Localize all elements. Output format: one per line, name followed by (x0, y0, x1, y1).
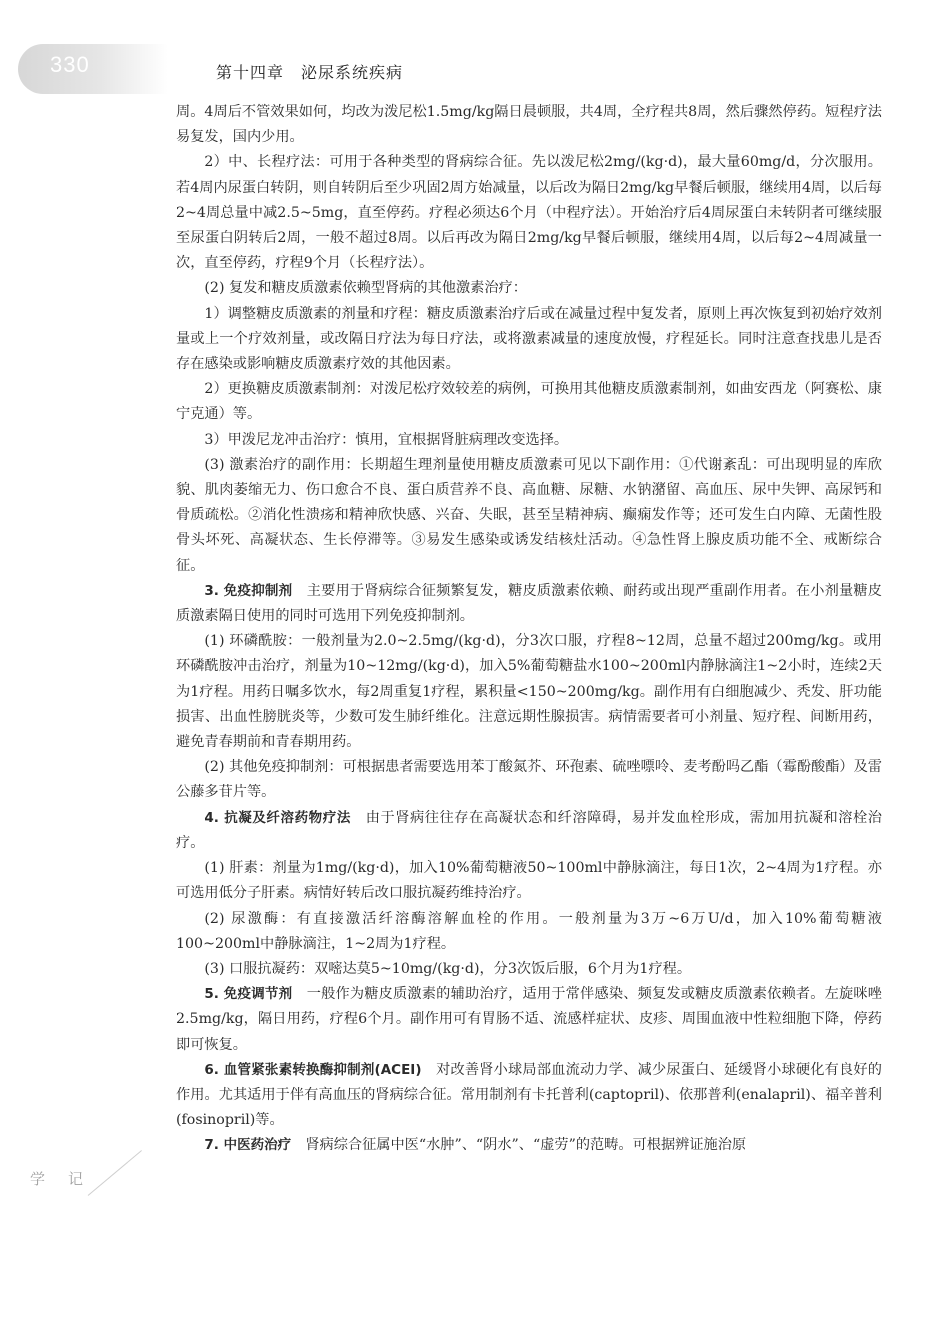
section-heading: 7. 中医药治疗 (204, 1137, 292, 1154)
paragraph: 1）调整糖皮质激素的剂量和疗程：糖皮质激素治疗后或在减量过程中复发者，原则上再次恢复到初始疗效剂量或上一个疗效剂量，或改隔日疗法为每日疗法，或将激素减量的速度放慢，疗程延长。同时注意查找患儿是否存在感染或影响糖皮质激素疗效的其他因素。 (176, 305, 882, 373)
section-paragraph (176, 982, 882, 1058)
paragraph: (1) 肝素：剂量为1mg/(kg·d)，加入10%葡萄糖液50~100ml中静脉滴注，每日1次，2~4周为1疗程。亦可选用低分子肝素。病情好转后改口服抗凝药维持治疗。 (176, 860, 882, 902)
paragraph: (2) 复发和糖皮质激素依赖型肾病的其他激素治疗： (204, 280, 527, 297)
paragraph: (1) 环磷酰胺：一般剂量为2.0~2.5mg/(kg·d)，分3次口服，疗程8~12周，总量不超过200mg/kg。或用环磷酰胺冲击治疗，剂量为10~12mg/(kg·d)，加入5%葡萄糖盐水100~200ml内静脉滴注1~2小时，连续2天为1疗程。用药日嘱多饮水，每2周重复1疗程，累积量<150~200mg/kg。副作用有白细胞减少、秃发、肝功能损害、出血性膀胱炎等，少数可发生肺纤维化。注意远期性腺损害。病情需要者可小剂量、短疗程、间断用药，避免青春期前和青春期用药。 (176, 633, 882, 751)
page-number: 330 (50, 52, 90, 77)
section-heading: 6. 血管紧张素转换酶抑制剂(ACEI) (204, 1061, 422, 1078)
section-text: 对改善肾小球局部血流动力学、减少尿蛋白、延缓肾小球硬化有良好的作用。尤其适用于伴有高血压的肾病综合征。常用制剂有卡托普利(captopril)、依那普利(enalapril)、福辛普利(fosinopril)等。 (176, 1061, 882, 1129)
paragraph: 2）更换糖皮质激素制剂：对泼尼松疗效较差的病例，可换用其他糖皮质激素制剂，如曲安西龙（阿赛松、康宁克通）等。 (176, 381, 882, 423)
paragraph: 2）中、长程疗法：可用于各种类型的肾病综合征。先以泼尼松2mg/(kg·d)，最大量60mg/d，分次服用。若4周内尿蛋白转阴，则自转阴后至少巩固2周方始减量，以后改为隔日2mg/kg早餐后顿服，继续用4周，以后每2~4周总量中减2.5~5mg，直至停药。疗程必须达6个月（中程疗法）。开始治疗后4周尿蛋白未转阴者可继续服至尿蛋白阴转后2周，一般不超过8周。以后再改为隔日2mg/kg早餐后顿服，继续用4周，以后每2~4周减量一次，直至停药，疗程9个月（长程疗法）。 (176, 154, 882, 272)
margin-note-line (88, 1150, 142, 1196)
paragraph: (3) 口服抗凝药：双嘧达莫5~10mg/(kg·d)，分3次饭后服，6个月为1疗程。 (204, 960, 692, 977)
paragraph: (3) 激素治疗的副作用：长期超生理剂量使用糖皮质激素可见以下副作用：①代谢紊乱：可出现明显的库欣貌、肌肉萎缩无力、伤口愈合不良、蛋白质营养不良、高血糖、尿糖、水钠潴留、高血压、尿中失钾、高尿钙和骨质疏松。②消化性溃疡和精神欣快感、兴奋、失眠，甚至呈精神病、癫痫发作等；还可发生白内障、无菌性股骨头坏死、高凝状态、生长停滞等。③易发生感染或诱发结核灶活动。④急性肾上腺皮质功能不全、戒断综合征。 (176, 456, 882, 574)
paragraph: (2) 尿激酶：有直接激活纤溶酶溶解血栓的作用。一般剂量为3万~6万U/d，加入10%葡萄糖液100~200ml中静脉滴注，1~2周为1疗程。 (176, 910, 882, 952)
section-paragraph (176, 579, 882, 629)
section-paragraph (176, 1058, 882, 1134)
body-text (176, 100, 882, 1159)
section-text: 一般作为糖皮质激素的辅助治疗，适用于常伴感染、频复发或糖皮质激素依赖者。左旋咪唑2.5mg/kg，隔日用药，疗程6个月。副作用可有胃肠不适、流感样症状、皮疹、周围血液中性粒细胞下降，停药即可恢复。 (176, 986, 882, 1053)
page-number-badge (18, 44, 168, 94)
section-heading: 4. 抗凝及纤溶药物疗法 (204, 809, 351, 826)
section-text: 肾病综合征属中医“水肿”、“阴水”、“虚劳”的范畴。可根据辨证施治原 (291, 1137, 747, 1154)
chapter-title: 第十四章 泌尿系统疾病 (216, 63, 404, 82)
section-text: 主要用于肾病综合征频繁复发，糖皮质激素依赖、耐药或出现严重副作用者。在小剂量糖皮质激素隔日使用的同时可选用下列免疫抑制剂。 (176, 582, 882, 625)
section-heading: 5. 免疫调节剂 (204, 986, 293, 1003)
margin-note: 学 记 (30, 1170, 88, 1188)
section-paragraph (176, 1133, 882, 1158)
paragraph: (2) 其他免疫抑制剂：可根据患者需要选用苯丁酸氮芥、环孢素、硫唑嘌呤、麦考酚吗乙酯（霉酚酸酯）及雷公藤多苷片等。 (176, 759, 882, 801)
section-text: 由于肾病往往存在高凝状态和纤溶障碍，易并发血栓形成，需加用抗凝和溶栓治疗。 (176, 809, 882, 851)
section-heading: 3. 免疫抑制剂 (204, 582, 293, 599)
paragraph: 周。4周后不管效果如何，均改为泼尼松1.5mg/kg隔日晨顿服，共4周，全疗程共8周，然后骤然停药。短程疗法易复发，国内少用。 (176, 104, 882, 146)
section-paragraph (176, 806, 882, 856)
paragraph: 3）甲泼尼龙冲击治疗：慎用，宜根据肾脏病理改变选择。 (204, 431, 569, 448)
